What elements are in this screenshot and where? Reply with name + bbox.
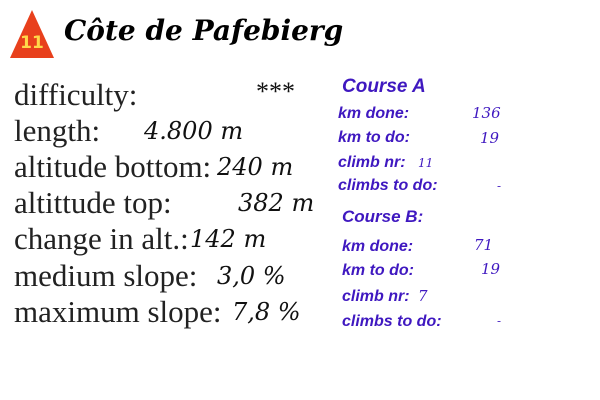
altitude-bottom-value: 240 m	[217, 153, 294, 181]
course-b-km-todo-label: km to do:	[342, 262, 414, 279]
max-slope-value: 7,8 %	[232, 298, 301, 326]
length-label: length:	[14, 113, 101, 148]
length-value: 4.800 m	[144, 117, 244, 145]
course-b-km-done-value: 71	[474, 236, 494, 254]
page-title: Côte de Pafebierg	[64, 14, 344, 47]
difficulty-label: difficulty:	[14, 77, 138, 112]
altitude-bottom-label: altitude bottom:	[14, 149, 212, 184]
course-b-climbs-todo-label: climbs to do:	[342, 313, 442, 330]
course-a-climb-nr-value: 11	[418, 156, 434, 170]
course-b-climb-nr-label: climb nr:	[342, 288, 410, 305]
course-a-climb-nr-label: climb nr:	[338, 154, 406, 171]
course-a-km-done-value: 136	[472, 104, 501, 122]
course-b-climbs-todo-value: -	[497, 314, 502, 328]
max-slope-label: maximum slope:	[14, 294, 222, 329]
course-a-climbs-todo-label: climbs to do:	[338, 177, 438, 194]
course-a-heading: Course A	[342, 76, 426, 97]
course-a-km-todo-value: 19	[480, 129, 500, 147]
medium-slope-label: medium slope:	[14, 258, 198, 293]
altitude-top-value: 382 m	[238, 189, 315, 217]
course-b-km-todo-value: 19	[481, 260, 501, 278]
course-a-km-done-label: km done:	[338, 105, 410, 122]
change-value: 142 m	[190, 225, 267, 253]
climb-number-badge	[8, 8, 56, 60]
course-b-climb-nr-value: 7	[418, 287, 428, 305]
course-b-km-done-label: km done:	[342, 238, 414, 255]
course-a-climbs-todo-value: -	[497, 179, 502, 193]
altitude-top-label: altittude top:	[14, 185, 172, 220]
difficulty-value: ***	[256, 77, 295, 106]
medium-slope-value: 3,0 %	[217, 262, 286, 290]
course-b-heading: Course B:	[342, 207, 424, 226]
badge-number: 11	[20, 33, 44, 53]
course-a-km-todo-label: km to do:	[338, 129, 410, 146]
change-label: change in alt.:	[14, 221, 189, 256]
